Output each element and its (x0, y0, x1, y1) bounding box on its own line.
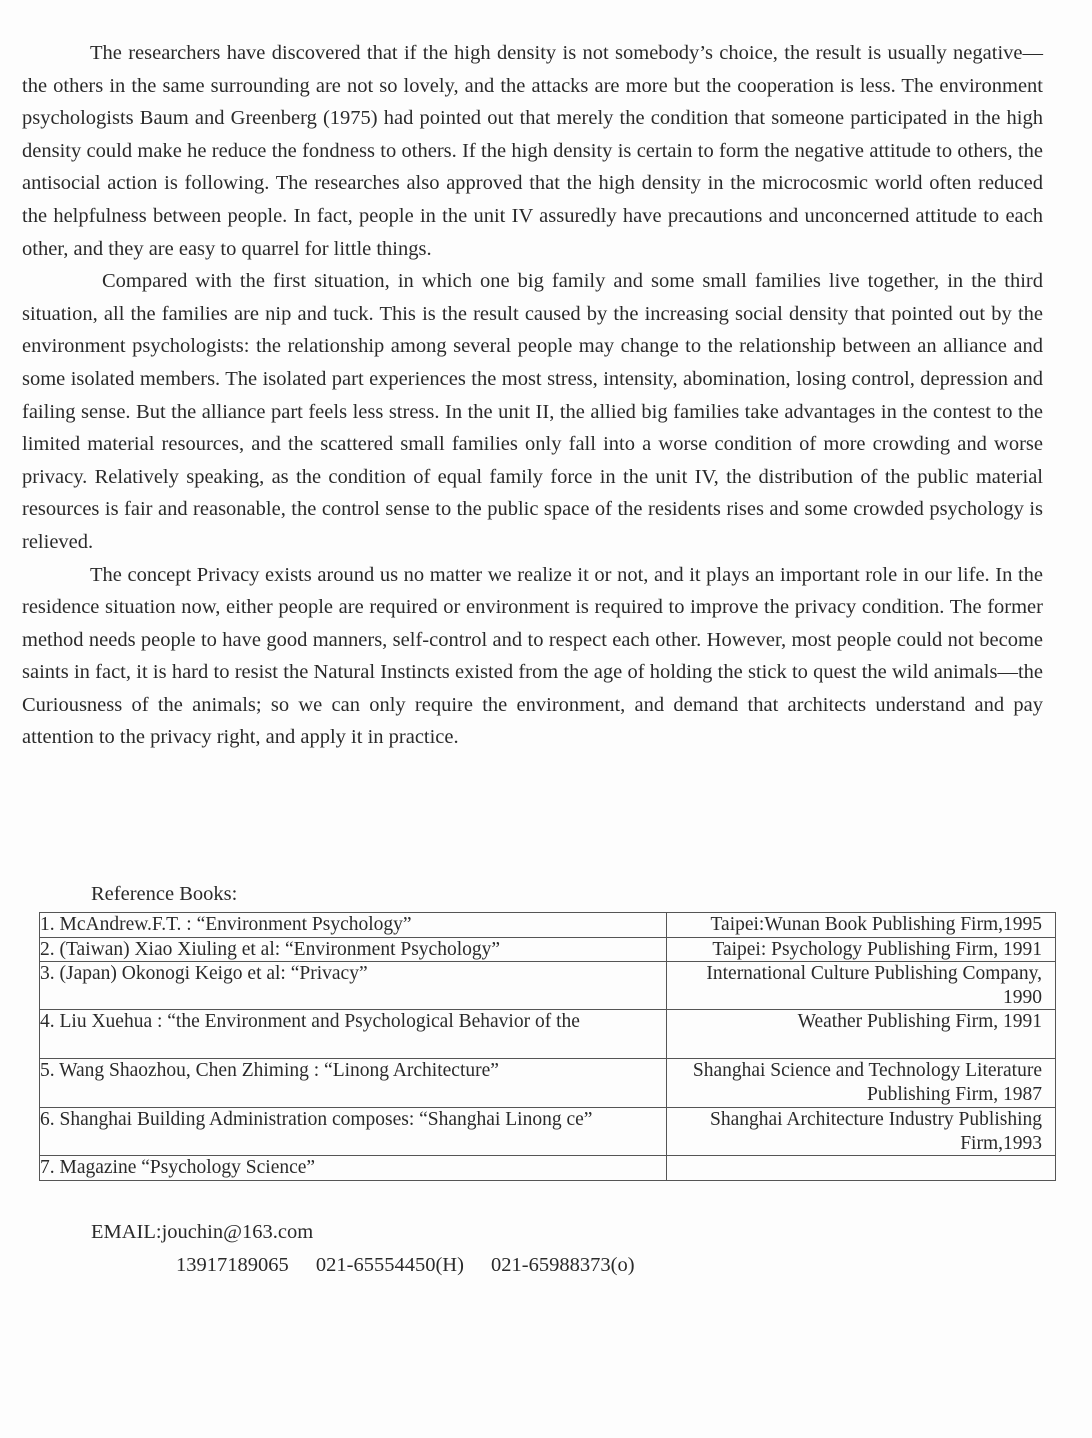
mobile-number: 13917189065 (176, 1254, 289, 1276)
paragraph: The concept Privacy exists around us no matter we realize it or not, and it plays an important role in our life. In the residence situation now, either people are required or environment is required to improve the privacy condition. The former method needs people to have good manners, self-control and to respect each other. However, most people could not become saints in fact, it is hard to resist the Natural Instincts existed from the age of holding the stick to quest the wild animals—the Curiousness of the animals; so we can only require the environment, and demand that architects understand and pay attention to the privacy right, and apply it in practice. (22, 563, 1043, 749)
references-heading: Reference Books: (91, 883, 238, 905)
reference-work: 6. Shanghai Building Administration composes: “Shanghai Linong ce” (40, 1108, 667, 1156)
reference-work: 5. Wang Shaozhou, Chen Zhiming : “Linong Architecture” (40, 1059, 667, 1108)
reference-work: 4. Liu Xuehua : “the Environment and Psychological Behavior of the (40, 1010, 667, 1059)
contact-phones (176, 1254, 657, 1277)
reference-work: 3. (Japan) Okonogi Keigo et al: “Privacy” (40, 962, 667, 1010)
table-row (40, 1108, 1056, 1156)
reference-publisher: Shanghai Science and Technology Literature Publishing Firm, 1987 (667, 1059, 1056, 1108)
reference-publisher: Shanghai Architecture Industry Publishing Firm,1993 (667, 1108, 1056, 1156)
reference-publisher: Taipei: Psychology Publishing Firm, 1991 (667, 937, 1056, 962)
table-row (40, 1010, 1056, 1059)
reference-work: 1. McAndrew.F.T. : “Environment Psychology” (40, 913, 667, 938)
reference-publisher: Weather Publishing Firm, 1991 (667, 1010, 1056, 1059)
reference-publisher: International Culture Publishing Company, 1990 (667, 962, 1056, 1010)
reference-work: 2. (Taiwan) Xiao Xiuling et al: “Environment Psychology” (40, 937, 667, 962)
home-phone: 021-65554450(H) (315, 1254, 464, 1276)
reference-publisher (667, 1156, 1056, 1181)
table-row (40, 1156, 1056, 1181)
office-phone: 021-65988373(o) (491, 1254, 635, 1276)
table-row (40, 913, 1056, 938)
table-row (40, 1059, 1056, 1108)
reference-publisher: Taipei:Wunan Book Publishing Firm,1995 (667, 913, 1056, 938)
article-body (22, 37, 1043, 754)
contact-email: EMAIL:jouchin@163.com (91, 1221, 314, 1243)
table-row (40, 962, 1056, 1010)
paragraph: The researchers have discovered that if the high density is not somebody’s choice, the result is usually negative—the others in the same surrounding are not so lovely, and the attacks are more but the cooperation is less. The environment psychologists Baum and Greenberg (1975) had pointed out that merely the condition that someone participated in the high density could make he reduce the fondness to others. If the high density is certain to form the negative attitude to others, the antisocial action is following. The researches also approved that the high density in the microcosmic world often reduced the helpfulness between people. In fact, people in the unit IV assuredly have precautions and unconcerned attitude to each other, and they are easy to quarrel for little things. (22, 42, 1043, 260)
reference-work: 7. Magazine “Psychology Science” (40, 1156, 667, 1181)
paragraph: Compared with the first situation, in which one big family and some small families live together, in the third situation, all the families are nip and tuck. This is the result caused by the increasing social density that pointed out by the environment psychologists: the relationship among several people may change to the relationship between an alliance and some isolated members. The isolated part experiences the most stress, intensity, abomination, losing control, depression and failing sense. But the alliance part feels less stress. In the unit II, the allied big families take advantages in the contest to the limited material resources, and the scattered small families only fall into a worse condition of more crowding and worse privacy. Relatively speaking, as the condition of equal family force in the unit IV, the distribution of the public material resources is fair and reasonable, the control sense to the public space of the residents rises and some crowded psychology is relieved. (22, 270, 1043, 553)
table-row (40, 937, 1056, 962)
references-table (39, 912, 1056, 1181)
